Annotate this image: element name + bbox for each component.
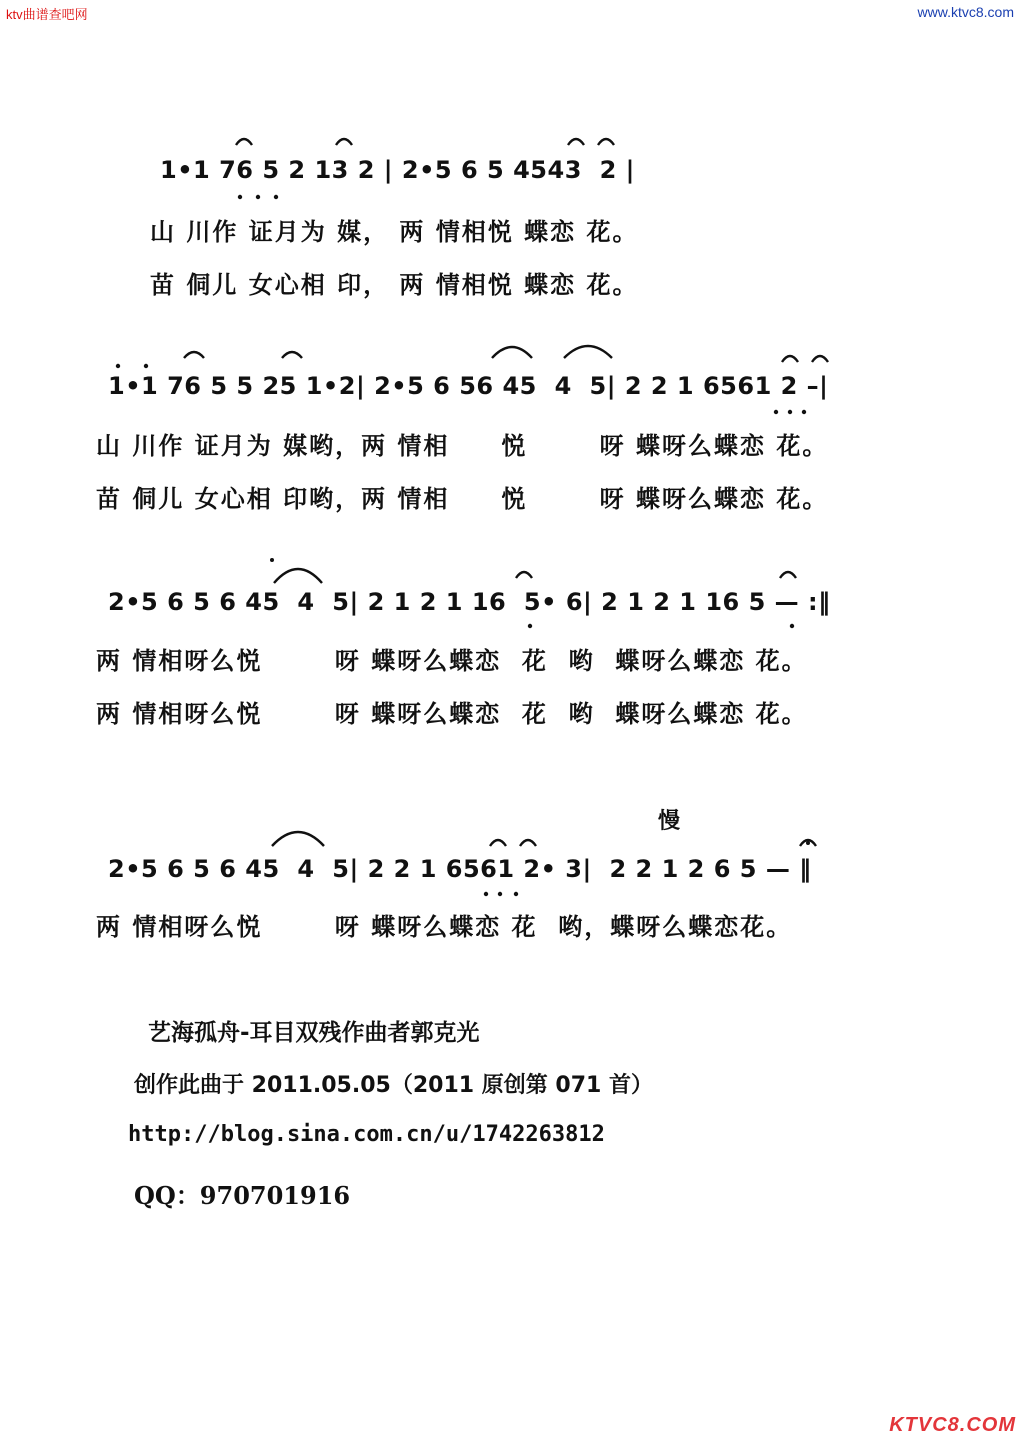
slur bbox=[184, 352, 204, 358]
notes-system-4: 2•5 6 5 6 45 4 5| 2 2 1 6561 2• 3| 2 2 1 2 6 5 — ‖ bbox=[108, 855, 812, 883]
watermark-logo: KTVC8.COM bbox=[889, 1414, 1016, 1436]
slur bbox=[564, 346, 612, 358]
slur bbox=[568, 139, 584, 145]
composition-date: 创作此曲于 2011.05.05（2011 原创第 071 首） bbox=[134, 1073, 653, 1098]
slur bbox=[780, 572, 796, 578]
slur bbox=[336, 139, 352, 145]
blog-url[interactable]: http://blog.sina.com.cn/u/1742263812 bbox=[128, 1122, 605, 1147]
slur bbox=[236, 139, 252, 145]
slur bbox=[812, 356, 828, 362]
slur bbox=[282, 352, 302, 358]
tempo-marking: 慢 bbox=[658, 809, 681, 834]
slur bbox=[516, 572, 532, 578]
composer-credit: 艺海孤舟-耳目双残作曲者郭克光 bbox=[148, 1020, 480, 1046]
lyric-system-2-line-2: 苗 侗儿 女心相 印哟，两 情相 悦 呀 蝶呀么蝶恋 花。 bbox=[96, 485, 829, 513]
lyric-system-4-line-1: 两 情相呀么悦 呀 蝶呀么蝶恋 花 哟，蝶呀么蝶恋花。 bbox=[96, 913, 793, 941]
site-url-right[interactable]: www.ktvc8.com bbox=[917, 4, 1014, 20]
lyric-system-1-line-2: 苗 侗儿 女心相 印， 两 情相悦 蝶恋 花。 bbox=[150, 271, 639, 299]
site-name-left: ktv曲谱查吧网 bbox=[6, 7, 88, 22]
slur bbox=[492, 347, 532, 358]
fermata bbox=[800, 840, 816, 846]
slur bbox=[490, 840, 506, 846]
lyric-system-3-line-2: 两 情相呀么悦 呀 蝶呀么蝶恋 花 哟 蝶呀么蝶恋 花。 bbox=[96, 700, 808, 728]
notes-system-2: 1•1 76 5 5 25 1•2| 2•5 6 56 45 4 5| 2 2 1 6561 2 –| bbox=[108, 372, 829, 400]
slur bbox=[272, 832, 324, 846]
slur bbox=[782, 356, 798, 362]
notes-system-3: 2•5 6 5 6 45 4 5| 2 1 2 1 16 5• 6| 2 1 2 1 16 5 — :‖ bbox=[108, 588, 831, 616]
slur bbox=[520, 840, 536, 846]
lyric-system-1-line-1: 山 川作 证月为 媒， 两 情相悦 蝶恋 花。 bbox=[150, 218, 639, 246]
slur bbox=[274, 569, 322, 583]
qq-contact: QQ：970701916 bbox=[134, 1181, 351, 1210]
slur bbox=[598, 139, 614, 145]
lyric-system-2-line-1: 山 川作 证月为 媒哟，两 情相 悦 呀 蝶呀么蝶恋 花。 bbox=[96, 432, 829, 460]
lyric-system-3-line-1: 两 情相呀么悦 呀 蝶呀么蝶恋 花 哟 蝶呀么蝶恋 花。 bbox=[96, 647, 808, 675]
notes-system-1: 1•1 76 5 2 13 2 | 2•5 6 5 4543 2 | bbox=[160, 156, 635, 184]
